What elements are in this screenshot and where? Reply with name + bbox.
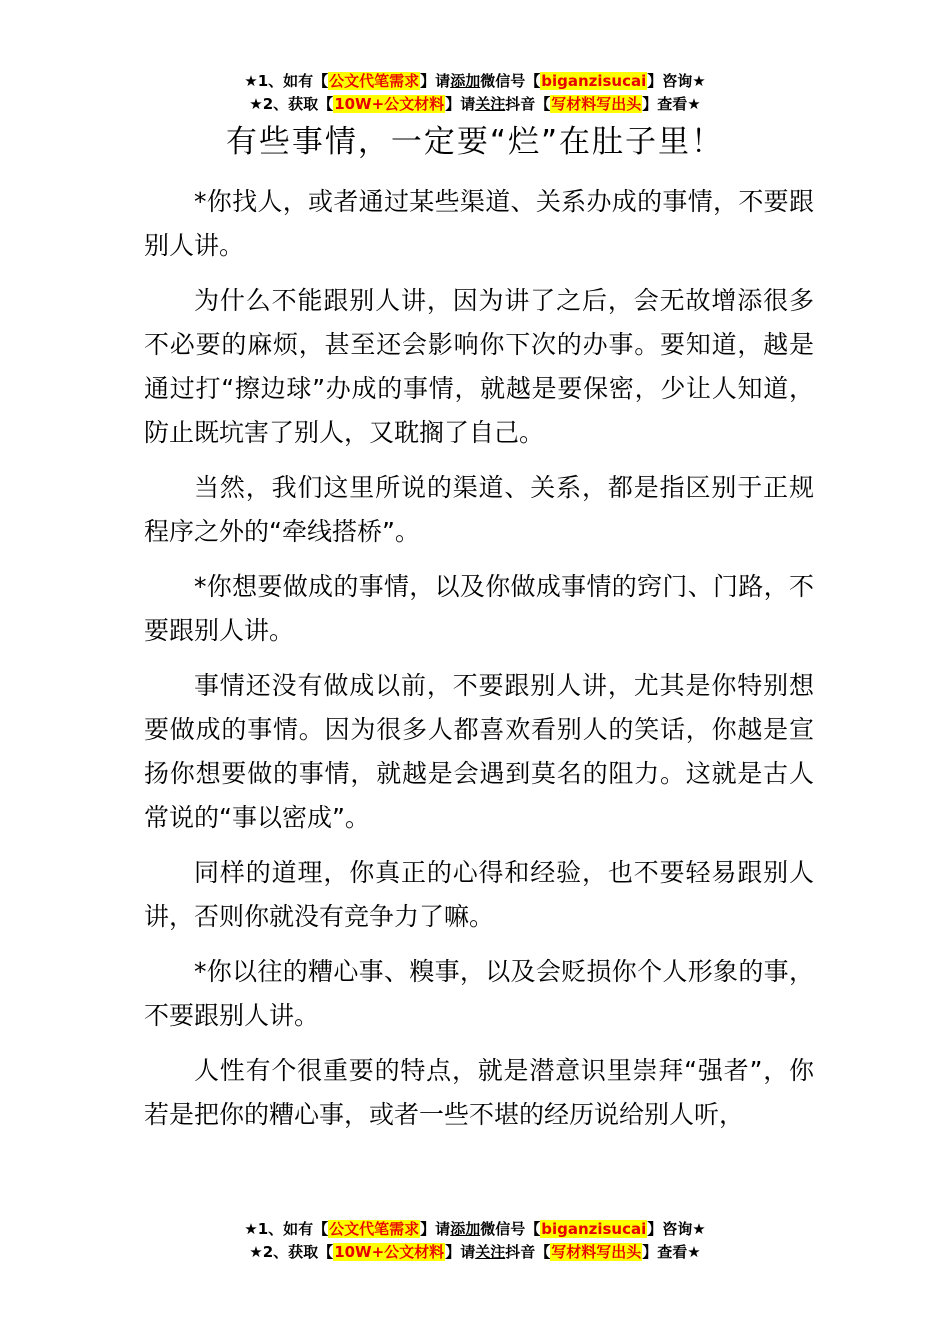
promo-underline-add: 添加 bbox=[450, 1220, 481, 1238]
promo-line-2 bbox=[0, 1241, 950, 1264]
paragraph: 为什么不能跟别人讲，因为讲了之后，会无故增添很多不必要的麻烦，甚至还会影响你下次的办事。要知道，越是通过打“擦边球”办成的事情，就越是要保密，少让人知道，防止既坑害了别人，又耽搁了自己。 bbox=[144, 286, 814, 447]
document-title: 有些事情，一定要“烂”在肚子里！ bbox=[225, 124, 725, 160]
promo-highlight-wechat-id: biganzisucai bbox=[541, 72, 647, 90]
promo-line-2-prefix: ★2、获取【 bbox=[249, 1243, 334, 1261]
document-body bbox=[144, 180, 814, 1148]
promo-highlight-writing-service: 公文代笔需求 bbox=[329, 1220, 420, 1238]
promo-line-1-prefix: ★1、如有【 bbox=[244, 1220, 329, 1238]
promo-line-1-mid2: 微信号【 bbox=[480, 1220, 541, 1238]
paragraph: *你以往的糟心事、糗事，以及会贬损你个人形象的事，不要跟别人讲。 bbox=[144, 957, 814, 1030]
promo-line-1-suffix: 】咨询★ bbox=[647, 72, 706, 90]
promo-line-2-suffix: 】查看★ bbox=[642, 95, 701, 113]
paragraph: 同样的道理，你真正的心得和经验，也不要轻易跟别人讲，否则你就没有竞争力了嘛。 bbox=[144, 858, 814, 931]
promo-line-2 bbox=[0, 93, 950, 116]
promo-line-2-suffix: 】查看★ bbox=[642, 1243, 701, 1261]
promo-underline-follow: 关注 bbox=[475, 95, 506, 113]
promo-line-1-mid: 】请 bbox=[420, 1220, 451, 1238]
promo-line-1-suffix: 】咨询★ bbox=[647, 1220, 706, 1238]
paragraph: 当然，我们这里所说的渠道、关系，都是指区别于正规程序之外的“牵线搭桥”。 bbox=[144, 473, 814, 546]
promo-line-2-mid2: 抖音【 bbox=[505, 1243, 551, 1261]
promo-line-2-mid: 】请 bbox=[445, 1243, 476, 1261]
paragraph: 人性有个很重要的特点，就是潜意识里崇拜“强者”，你若是把你的糟心事，或者一些不堪的经历说给别人听， bbox=[144, 1056, 814, 1129]
promo-line-2-prefix: ★2、获取【 bbox=[249, 95, 334, 113]
paragraph: 事情还没有做成以前，不要跟别人讲，尤其是你特别想要做成的事情。因为很多人都喜欢看别人的笑话，你越是宣扬你想要做的事情，就越是会遇到莫名的阻力。这就是古人常说的“事以密成”。 bbox=[144, 671, 814, 832]
promo-highlight-douyin-account: 写材料写出头 bbox=[551, 1243, 642, 1261]
footer-promo-banner bbox=[0, 1218, 950, 1264]
promo-line-2-mid2: 抖音【 bbox=[505, 95, 551, 113]
header-promo-banner bbox=[0, 70, 950, 116]
paragraph: *你找人，或者通过某些渠道、关系办成的事情，不要跟别人讲。 bbox=[144, 187, 814, 260]
promo-highlight-materials: 10W+公文材料 bbox=[334, 95, 445, 113]
promo-line-1-mid2: 微信号【 bbox=[480, 72, 541, 90]
promo-line-1 bbox=[0, 1218, 950, 1241]
promo-line-1 bbox=[0, 70, 950, 93]
promo-line-1-mid: 】请 bbox=[420, 72, 451, 90]
promo-highlight-douyin-account: 写材料写出头 bbox=[551, 95, 642, 113]
promo-line-2-mid: 】请 bbox=[445, 95, 476, 113]
promo-highlight-materials: 10W+公文材料 bbox=[334, 1243, 445, 1261]
promo-highlight-wechat-id: biganzisucai bbox=[541, 1220, 647, 1238]
promo-underline-follow: 关注 bbox=[475, 1243, 506, 1261]
promo-underline-add: 添加 bbox=[450, 72, 481, 90]
promo-line-1-prefix: ★1、如有【 bbox=[244, 72, 329, 90]
paragraph: *你想要做成的事情，以及你做成事情的窍门、门路，不要跟别人讲。 bbox=[144, 572, 814, 645]
promo-highlight-writing-service: 公文代笔需求 bbox=[329, 72, 420, 90]
